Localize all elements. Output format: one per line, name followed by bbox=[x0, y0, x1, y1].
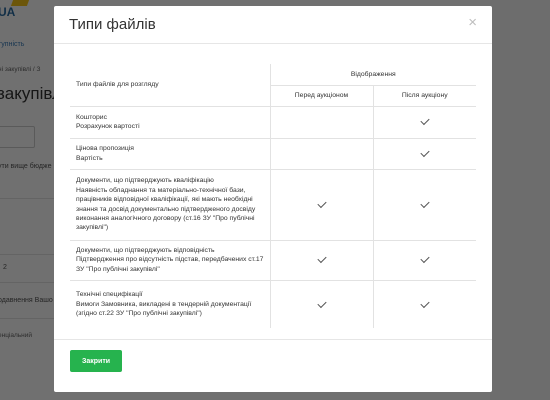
check-icon bbox=[420, 199, 429, 208]
file-type-detail: Вимоги Замовника, викладені в тендерній документації (згідно ст.22 ЗУ "Про публічні закупівлі") bbox=[76, 300, 252, 317]
file-type-detail: Підтвердження про відсутність підстав, передбачених ст.17 ЗУ "Про публічні закупівлі" bbox=[76, 256, 264, 273]
file-type-name: Документи, що підтверджують кваліфікацію bbox=[76, 177, 214, 185]
file-type-name: Технічні специфікації bbox=[76, 291, 143, 299]
table-row bbox=[70, 280, 476, 328]
check-icon bbox=[420, 254, 429, 263]
cell-before-auction bbox=[270, 138, 373, 169]
cell-before-auction bbox=[270, 106, 373, 138]
check-icon bbox=[420, 298, 429, 307]
check-icon bbox=[317, 298, 326, 307]
check-icon bbox=[420, 116, 429, 125]
file-type-detail: Наявність обладнання та матеріально-технічної бази, працівників відповідної кваліфікації, які мають необхідні знання та досвід документально підтвердженого досвіду виконання аналогічного договору (ст.16 ЗУ "Про публічні закупівлі") bbox=[76, 186, 256, 232]
cell-before-auction bbox=[270, 240, 373, 280]
cell-after-auction bbox=[373, 280, 476, 328]
file-type-name: Документи, що підтверджують відповідність bbox=[76, 246, 215, 254]
cell-after-auction bbox=[373, 240, 476, 280]
cell-after-auction bbox=[373, 138, 476, 169]
modal-footer bbox=[54, 339, 492, 392]
close-button[interactable]: Закрити bbox=[70, 350, 122, 372]
file-type-name: Цінова пропозиція bbox=[76, 145, 134, 153]
cell-before-auction bbox=[270, 169, 373, 240]
modal-header bbox=[54, 6, 492, 44]
file-type-description bbox=[70, 240, 270, 280]
close-icon[interactable]: × bbox=[468, 14, 477, 31]
cell-after-auction bbox=[373, 169, 476, 240]
check-icon bbox=[317, 199, 326, 208]
file-type-name: Кошторис bbox=[76, 113, 107, 121]
file-type-description bbox=[70, 138, 270, 169]
table-row bbox=[70, 169, 476, 240]
header-after-auction: Після аукціону bbox=[373, 85, 476, 106]
file-type-description bbox=[70, 169, 270, 240]
table-row bbox=[70, 240, 476, 280]
table-row bbox=[70, 138, 476, 169]
header-display: Відображення bbox=[270, 64, 476, 85]
modal-title: Типи файлів bbox=[69, 16, 156, 33]
file-type-detail: Розрахунок вартості bbox=[76, 123, 140, 130]
file-type-description bbox=[70, 280, 270, 328]
check-icon bbox=[317, 254, 326, 263]
file-types-table bbox=[70, 64, 476, 328]
header-file-types: Типи файлів для розгляду bbox=[70, 64, 270, 106]
cell-after-auction bbox=[373, 106, 476, 138]
check-icon bbox=[420, 148, 429, 157]
header-before-auction: Перед аукціоном bbox=[270, 85, 373, 106]
cell-before-auction bbox=[270, 280, 373, 328]
table-row bbox=[70, 106, 476, 138]
file-type-detail: Вартість bbox=[76, 154, 103, 162]
file-type-description bbox=[70, 106, 270, 138]
file-types-modal bbox=[54, 6, 492, 392]
